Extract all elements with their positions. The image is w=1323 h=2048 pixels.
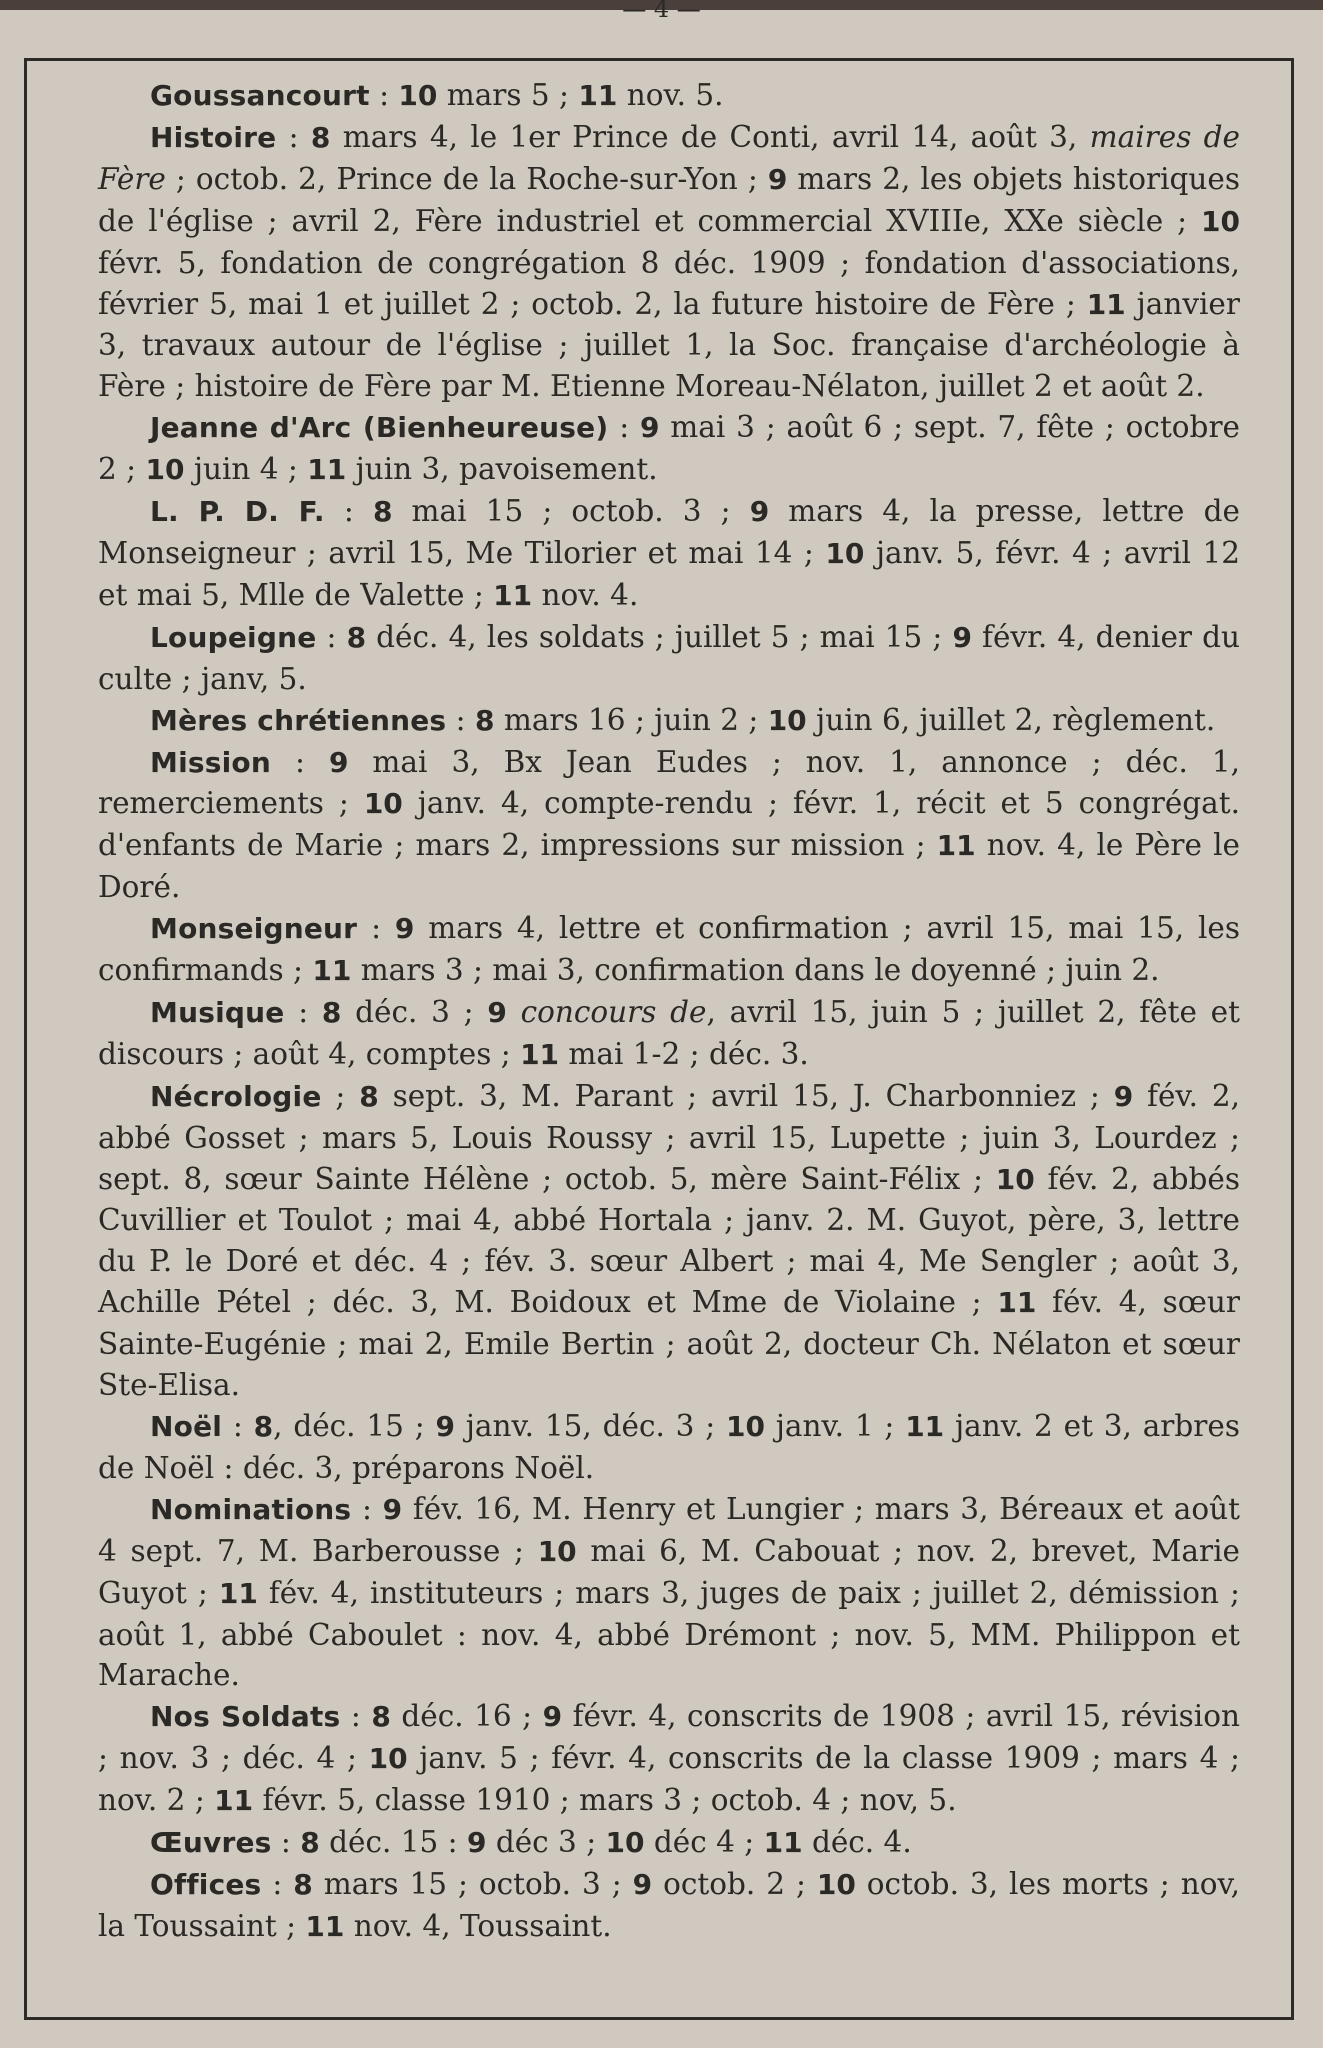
entry-text: janv. 4, compte-rendu ; févr. 1, récit et 5 congrégat. d'enfants de Marie ; mars 2, impressions sur mission ; [98, 786, 1240, 863]
index-entry [98, 1076, 1240, 1406]
entry-text: mai 3, Bx Jean Eudes ; nov. 1, annonce ; déc. 1, remerciements ; [98, 744, 1240, 821]
issue-number: 8 [346, 620, 367, 654]
entry-text: , déc. 15 ; [273, 1409, 436, 1443]
issue-number: 9 [952, 620, 972, 654]
entry-text: janv. 5, févr. 4 ; avril 12 et mai 5, Mlle de Valette ; [98, 535, 1240, 612]
issue-number: 10 [1201, 204, 1240, 238]
issue-number: 10 [145, 453, 185, 487]
entry-text: octob. 3, les morts ; nov, la Toussaint ; [98, 1866, 1240, 1943]
issue-number: 10 [767, 703, 807, 737]
issue-number: 8 [475, 703, 495, 737]
entry-text: mars 4, le 1er Prince de Conti, avril 14, août 3, [330, 119, 1090, 154]
entry-heading: Nécrologie [150, 1079, 322, 1113]
entry-text: : [271, 1825, 301, 1860]
entry-heading: Jeanne d'Arc (Bienheureuse) [150, 411, 609, 445]
entry-text: nov. 4, Toussaint. [344, 1908, 612, 1943]
index-entry [98, 491, 1240, 617]
entry-heading: Œuvres [150, 1826, 272, 1860]
issue-number: 10 [725, 1410, 765, 1443]
entry-text: janv. 2 et 3, arbres de Noël : déc. 3, préparons Noël. [98, 1409, 1240, 1485]
entry-text: : [316, 619, 347, 654]
entry-text: : [608, 410, 640, 445]
entry-text: mars 3 ; mai 3, confirmation dans le doyenné ; juin 2. [351, 953, 1160, 988]
index-entry [98, 117, 1240, 407]
entry-text: octob. 2 ; [652, 1866, 817, 1901]
issue-number: 8 [372, 495, 393, 529]
entry-text: déc. 3 ; [341, 994, 488, 1029]
entry-text: fév. 2, abbé Gosset ; mars 5, Louis Roussy ; avril 15, Lupette ; juin 3, Lourdez ; sept. 8, sœur Sainte Hélène ; octob. 5, mère Saint-Félix ; [98, 1078, 1240, 1196]
issue-number: 9 [328, 745, 349, 779]
entry-text: mars 15 ; octob. 3 ; [312, 1866, 633, 1901]
issue-number: 9 [632, 1867, 653, 1901]
entry-text: févr. 4, denier du culte ; janv, 5. [98, 619, 1240, 696]
index-entry [98, 1489, 1240, 1697]
issue-number: 11 [214, 1784, 254, 1818]
entry-text: , avril 15, juin 5 ; juillet 2, fête et discours ; août 4, comptes ; [98, 994, 1240, 1071]
entry-text: févr. 4, conscrits de 1908 ; avril 15, révision ; nov. 3 ; déc. 4 ; [98, 1699, 1240, 1776]
issue-number: 8 [253, 1410, 274, 1443]
issue-number: 11 [1086, 287, 1126, 321]
entry-heading: Mères chrétiennes [150, 703, 447, 737]
issue-number: 11 [763, 1826, 803, 1860]
issue-number: 11 [936, 829, 976, 863]
entry-text: : [324, 494, 373, 529]
entry-text: : [270, 744, 329, 779]
issue-number: 10 [605, 1826, 645, 1860]
issue-number: 10 [368, 1742, 408, 1776]
entry-text: juin 3, pavoisement. [346, 452, 658, 487]
issue-number: 11 [578, 79, 618, 112]
entry-text: déc. 15 : [319, 1825, 467, 1860]
issue-number: 9 [466, 1826, 487, 1860]
entry-text: mars 16 ; juin 2 ; [494, 702, 768, 737]
issue-number: 9 [749, 495, 770, 529]
entry-heading: L. P. D. F. [150, 495, 325, 529]
issue-number: 10 [995, 1162, 1035, 1196]
italic-text: concours de [520, 994, 707, 1029]
index-entry [98, 407, 1240, 491]
entry-text: fév. 4, sœur Sainte-Eugénie ; mai 2, Emile Bertin ; août 2, docteur Ch. Nélaton et sœur Ste-Elisa. [98, 1285, 1240, 1403]
issue-number: 11 [218, 1576, 258, 1610]
issue-number: 8 [359, 1079, 379, 1113]
entry-text: nov. 4. [532, 577, 639, 612]
entry-text [507, 995, 521, 1029]
entry-text: : [351, 1491, 383, 1526]
index-entry [98, 1864, 1240, 1948]
entry-text: : [340, 1699, 372, 1734]
entry-text: fév. 2, abbés Cuvillier et Toulot ; mai 4, abbé Hortala ; janv. 2. M. Guyot, père, 3, lettre du P. le Doré et déc. 4 ; fév. 3. sœur Albert ; mai 4, Me Sengler ; août 3, Achille Pétel ; déc. 3, M. Boidoux et Mme de Violaine ; [98, 1161, 1240, 1320]
entry-text: nov. 5. [617, 78, 724, 112]
index-entry [98, 742, 1240, 909]
entry-text: mai 1-2 ; déc. 3. [559, 1036, 809, 1071]
issue-number: 10 [537, 1534, 577, 1568]
issue-number: 11 [997, 1286, 1037, 1320]
issue-number: 8 [310, 120, 331, 154]
entry-text: : [284, 994, 322, 1029]
entry-text: : [369, 78, 399, 112]
entry-text: mars 5 ; [437, 78, 579, 112]
index-entry [98, 1822, 1240, 1864]
entry-heading: Goussancourt [150, 79, 370, 112]
index-entry [98, 700, 1240, 742]
entry-text: ; octob. 2, Prince de la Roche-sur-Yon ; [165, 161, 768, 196]
entry-text: : [276, 119, 311, 154]
entry-heading: Loupeigne [150, 620, 317, 654]
entry-text: fév. 4, instituteurs ; mars 3, juges de paix ; juillet 2, démission ; août 1, abbé Caboulet : nov. 4, abbé Drémont ; nov. 5, MM. Philippon et Marache. [98, 1575, 1240, 1693]
entry-text: janv. 5 ; févr. 4, conscrits de la classe 1909 ; mars 4 ; nov. 2 ; [98, 1741, 1240, 1818]
entry-text: mai 3 ; août 6 ; sept. 7, fête ; octobre 2 ; [98, 410, 1241, 487]
issue-number: 11 [520, 1037, 560, 1071]
entry-text: mars 2, les objets historiques de l'église ; avril 2, Fère industriel et commercial XVIIIe, XXe siècle ; [98, 161, 1240, 238]
entry-heading: Noël [150, 1410, 223, 1443]
issue-number: 9 [639, 411, 660, 445]
index-entry [98, 1406, 1240, 1489]
entry-text: : [222, 1409, 254, 1443]
entry-text: janv. 1 ; [764, 1409, 906, 1443]
entry-text: janv. 15, déc. 3 ; [454, 1409, 726, 1443]
entry-text: mars 4, lettre et confirmation ; avril 15, mai 15, les confirmands ; [98, 911, 1240, 988]
index-entry [98, 75, 1240, 117]
entry-text: ; [321, 1078, 360, 1113]
issue-number: 9 [542, 1700, 563, 1734]
entry-text: mai 15 ; octob. 3 ; [392, 494, 750, 529]
issue-number: 8 [293, 1867, 313, 1901]
issue-number: 8 [321, 995, 342, 1029]
issue-number: 8 [371, 1700, 391, 1734]
issue-number: 9 [487, 995, 507, 1029]
issue-number: 9 [394, 912, 415, 946]
entry-text: fév. 16, M. Henry et Lungier ; mars 3, Béreaux et août 4 sept. 7, M. Barberousse ; [98, 1491, 1240, 1568]
entry-text: : [357, 911, 395, 946]
issue-number: 10 [363, 787, 403, 821]
entry-text: mars 4, la presse, lettre de Monseigneur ; avril 15, Me Tilorier et mai 14 ; [98, 494, 1240, 570]
entry-text: déc. 4. [802, 1825, 912, 1860]
index-entry [98, 617, 1240, 700]
issue-number: 11 [312, 954, 352, 988]
issue-number: 9 [435, 1410, 455, 1443]
entry-text: juin 4 ; [184, 452, 308, 487]
entry-text: févr. 5, classe 1910 ; mars 3 ; octob. 4 ; nov, 5. [253, 1783, 957, 1818]
index-entries [98, 75, 1240, 1948]
issue-number: 10 [398, 79, 438, 112]
issue-number: 9 [382, 1492, 403, 1526]
entry-heading: Histoire [150, 120, 277, 154]
entry-heading: Offices [150, 1867, 262, 1901]
entry-text: déc 4 ; [644, 1825, 764, 1860]
entry-text: mai 6, M. Cabouat ; nov. 2, brevet, Marie Guyot ; [98, 1533, 1240, 1610]
entry-text: déc. 4, les soldats ; juillet 5 ; mai 15 ; [366, 619, 953, 654]
entry-text: : [261, 1866, 294, 1901]
issue-number: 10 [816, 1867, 856, 1901]
italic-text: maires de Fère [98, 119, 1240, 196]
issue-number: 11 [307, 453, 347, 487]
index-entry [98, 908, 1240, 992]
index-entry [98, 1696, 1240, 1822]
entry-text: févr. 5, fondation de congrégation 8 déc. 1909 ; fondation d'associations, février 5, mai 1 et juillet 2 ; octob. 2, la future histoire de Fère ; [98, 245, 1240, 321]
issue-number: 9 [1113, 1079, 1134, 1113]
page-number: — 4 — [622, 0, 701, 23]
entry-text: janvier 3, travaux autour de l'église ; juillet 1, la Soc. française d'archéologie à Fère ; histoire de Fère par M. Etienne Moreau-Nélaton, juillet 2 et août 2. [98, 286, 1240, 404]
issue-number: 10 [825, 536, 865, 570]
entry-text: déc 3 ; [486, 1825, 606, 1860]
entry-heading: Musique [150, 995, 285, 1029]
issue-number: 11 [905, 1410, 945, 1443]
issue-number: 8 [300, 1826, 320, 1860]
entry-heading: Mission [150, 745, 271, 779]
issue-number: 9 [767, 162, 788, 196]
entry-text: juin 6, juillet 2, règlement. [806, 702, 1216, 737]
entry-text: nov. 4, le Père le Doré. [98, 828, 1241, 905]
index-entry [98, 992, 1240, 1076]
entry-text: sept. 3, M. Parant ; avril 15, J. Charbonniez ; [378, 1078, 1114, 1113]
entry-heading: Nos Soldats [150, 1700, 341, 1734]
issue-number: 11 [305, 1909, 345, 1943]
entry-heading: Nominations [150, 1492, 352, 1526]
entry-heading: Monseigneur [150, 912, 358, 946]
entry-text: déc. 16 ; [390, 1699, 543, 1734]
entry-text: : [446, 702, 475, 737]
issue-number: 11 [493, 578, 533, 612]
